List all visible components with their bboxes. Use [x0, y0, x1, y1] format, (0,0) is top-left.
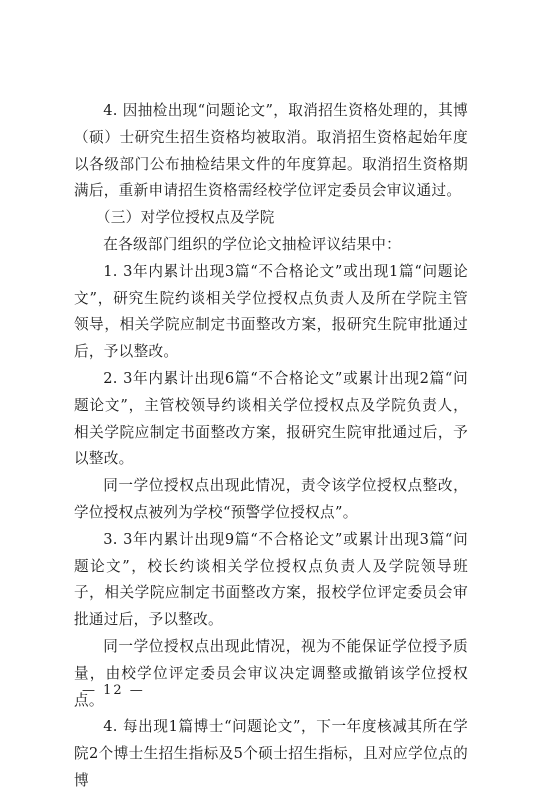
page-number: — 12 —: [82, 683, 145, 698]
paragraph-item-3: 3. 3年内累计出现9篇“不合格论文”或累计出现3篇“问题论文”，校长约谈相关学位授权点负责人及学院领导班子，相关学院应制定书面整改方案，报校学位评定委员会审批通过后，予以整改。: [74, 530, 468, 629]
paragraph-item-2-followup: 同一学位授权点出现此情况，责令该学位授权点整改，学位授权点被列为学校“预警学位授权点”。: [74, 477, 468, 521]
paragraph-item-4-disqualification: 4. 因抽检出现“问题论文”，取消招生资格处理的，其博（硕）士研究生招生资格均被取消。取消招生资格起始年度以各级部门公布抽检结果文件的年度算起。取消招生资格期满后，重新申请招生资格需经校学位评定委员会审议通过。: [74, 102, 468, 200]
paragraph-item-4: 4. 每出现1篇博士“问题论文”，下一年度核减其所在学院2个博士生招生指标及5个硕士招生指标，且对应学位点的博: [74, 718, 468, 789]
paragraph-item-2: 2. 3年内累计出现6篇“不合格论文”或累计出现2篇“问题论文”，主管校领导约谈相关学位授权点及学院负责人，相关学院应制定书面整改方案，报研究生院审批通过后，予以整改。: [74, 369, 468, 468]
paragraph-intro: 在各级部门组织的学位论文抽检评议结果中：: [103, 235, 402, 253]
paragraph-item-3-followup: 同一学位授权点出现此情况，视为不能保证学位授予质量，由校学位评定委员会审议决定调整或撤销该学位授权点。: [74, 637, 468, 709]
section-heading-degree-points: （三）对学位授权点及学院: [95, 209, 275, 227]
paragraph-item-1: 1. 3年内累计出现3篇“不合格论文”或出现1篇“问题论文”，研究生院约谈相关学位授权点负责人及所在学院主管领导，相关学院应制定书面整改方案，报研究生院审批通过后，予以整改。: [74, 262, 468, 361]
